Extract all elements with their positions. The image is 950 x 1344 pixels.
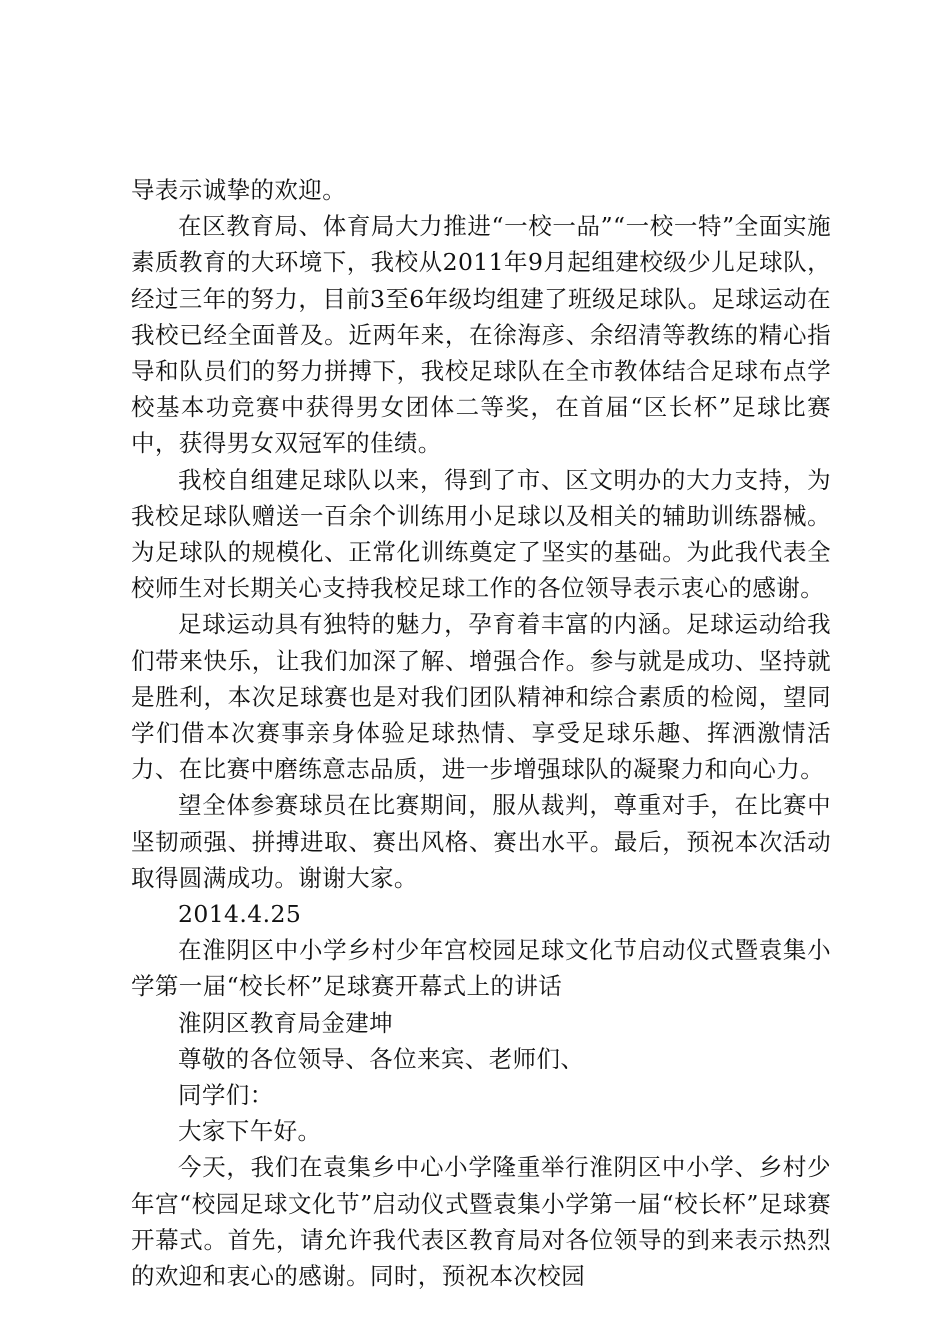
paragraph-support-thanks: 我校自组建足球队以来，得到了市、区文明办的大力支持，为我校足球队赠送一百余个训练用小足球以及相关的辅助训练器械。为足球队的规模化、正常化训练奠定了坚实的基础。为此我代表全校师生对长期关心支持我校足球工作的各位领导表示衷心的感谢。 [131,465,831,603]
greeting: 大家下午好。 [178,1117,322,1146]
salutation-line-2: 同学们： [178,1081,274,1110]
paragraph-soccer-team-history: 在区教育局、体育局大力推进“一校一品”“一校一特”全面实施素质教育的大环境下，我校从2011年9月起组建校级少儿足球队，经过三年的努力，目前3至6年级均组建了班级足球队。足球运动在我校已经全面普及。近两年来，在徐海彦、余绍清等教练的精心指导和队员们的努力拼搏下，我校足球队在全市教体结合足球布点学校基本功竞赛中获得男女团体二等奖，在首届“区长杯”足球比赛中，获得男女双冠军的佳绩。 [131,212,831,458]
speaker-name: 淮阴区教育局金建坤 [178,1008,394,1037]
paragraph-closing-wishes: 望全体参赛球员在比赛期间，服从裁判，尊重对手，在比赛中坚韧顽强、拼搏进取、赛出风格、赛出水平。最后，预祝本次活动取得圆满成功。谢谢大家。 [131,791,831,892]
paragraph-soccer-charm: 足球运动具有独特的魅力，孕育着丰富的内涵。足球运动给我们带来快乐，让我们加深了解、增强合作。参与就是成功、坚持就是胜利，本次足球赛也是对我们团队精神和综合素质的检阅，望同学们借本次赛事亲身体验足球热情、享受足球乐趣、挥洒激情活力、在比赛中磨练意志品质，进一步增强球队的凝聚力和向心力。 [131,610,831,784]
paragraph-continuation: 导表示诚挚的欢迎。 [131,176,347,204]
speech-date: 2014.4.25 [178,900,302,929]
paragraph-opening: 今天，我们在袁集乡中心小学隆重举行淮阴区中小学、乡村少年宫“校园足球文化节”启动仪式暨袁集小学第一届“校长杯”足球赛开幕式。首先，请允许我代表区教育局对各位领导的到来表示热烈的欢迎和衷心的感谢。同时，预祝本次校园 [131,1153,831,1291]
salutation-line-1: 尊敬的各位领导、各位来宾、老师们、 [178,1044,585,1073]
document-body [131,172,831,1294]
speech-title: 在淮阴区中小学乡村少年宫校园足球文化节启动仪式暨袁集小学第一届“校长杯”足球赛开幕式上的讲话 [131,936,831,1001]
